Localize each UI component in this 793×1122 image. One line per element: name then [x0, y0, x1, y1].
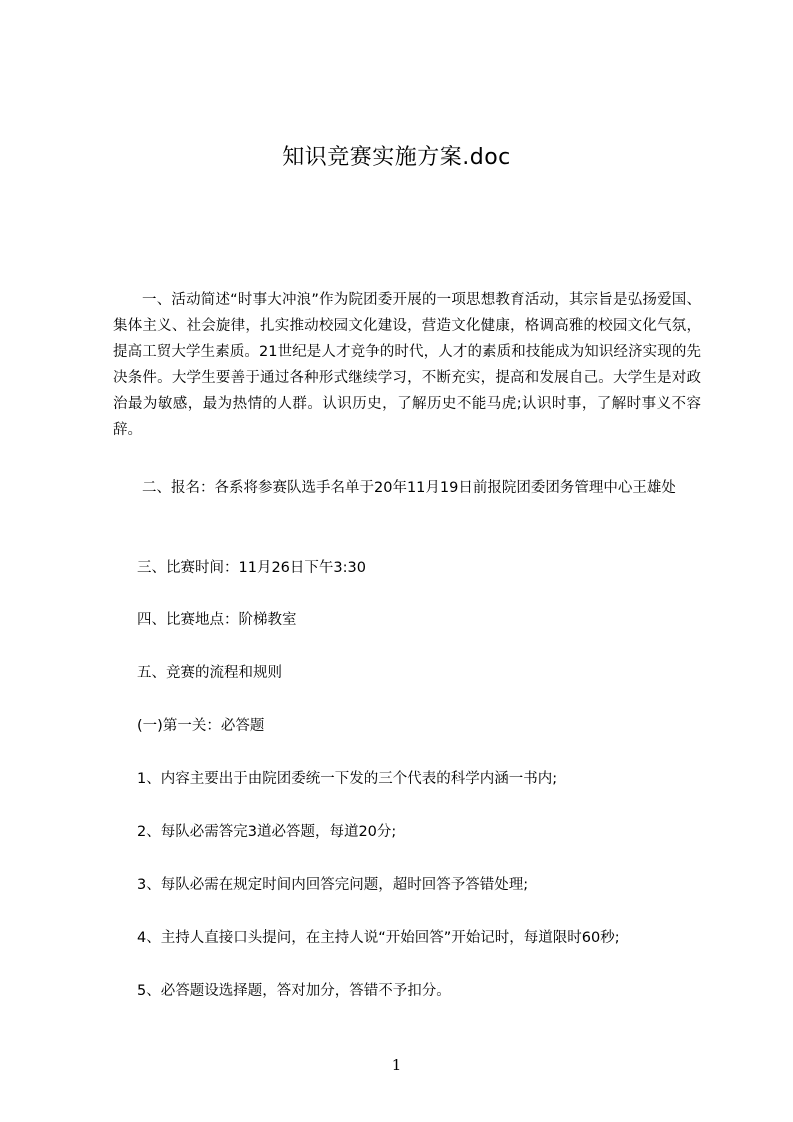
- line-round-one: (一)第一关：必答题: [137, 718, 265, 734]
- page-number: 1: [391, 1056, 402, 1074]
- document-title: 知识竞赛实施方案.doc: [282, 145, 511, 170]
- line-rule-1: 1、内容主要出于由院团委统一下发的三个代表的科学内涵一书内;: [137, 771, 558, 787]
- paragraph-activity-overview: 一、活动简述“时事大冲浪”作为院团委开展的一项思想教育活动，其宗旨是弘扬爱国、集体主义、社会旋律，扎实推动校园文化建设，营造文化健康，格调高雅的校园文化气氛，提高工贸大学生素质。21世纪是人才竞争的时代，人才的素质和技能成为知识经济实现的先决条件。大学生要善于通过各种形式继续学习，不断充实，提高和发展自己。大学生是对政治最为敏感，最为热情的人群。认识历史，了解历史不能马虎;认识时事，了解时事义不容辞。: [113, 292, 701, 438]
- line-rule-4: 4、主持人直接口头提问，在主持人说“开始回答”开始记时，每道限时60秒;: [137, 930, 620, 946]
- line-rule-2: 2、每队必需答完3道必答题，每道20分;: [137, 824, 397, 840]
- line-competition-time: 三、比赛时间：11月26日下午3:30: [137, 560, 366, 576]
- line-process-and-rules: 五、竞赛的流程和规则: [137, 665, 282, 681]
- line-rule-3: 3、每队必需在规定时间内回答完问题，超时回答予答错处理;: [137, 877, 529, 893]
- line-rule-5: 5、必答题设选择题，答对加分，答错不予扣分。: [137, 983, 451, 999]
- paragraph-registration: 二、报名：各系将参赛队选手名单于20年11月19日前报院团委团务管理中心王雄处: [142, 480, 676, 496]
- line-competition-venue: 四、比赛地点：阶梯教室: [137, 612, 297, 628]
